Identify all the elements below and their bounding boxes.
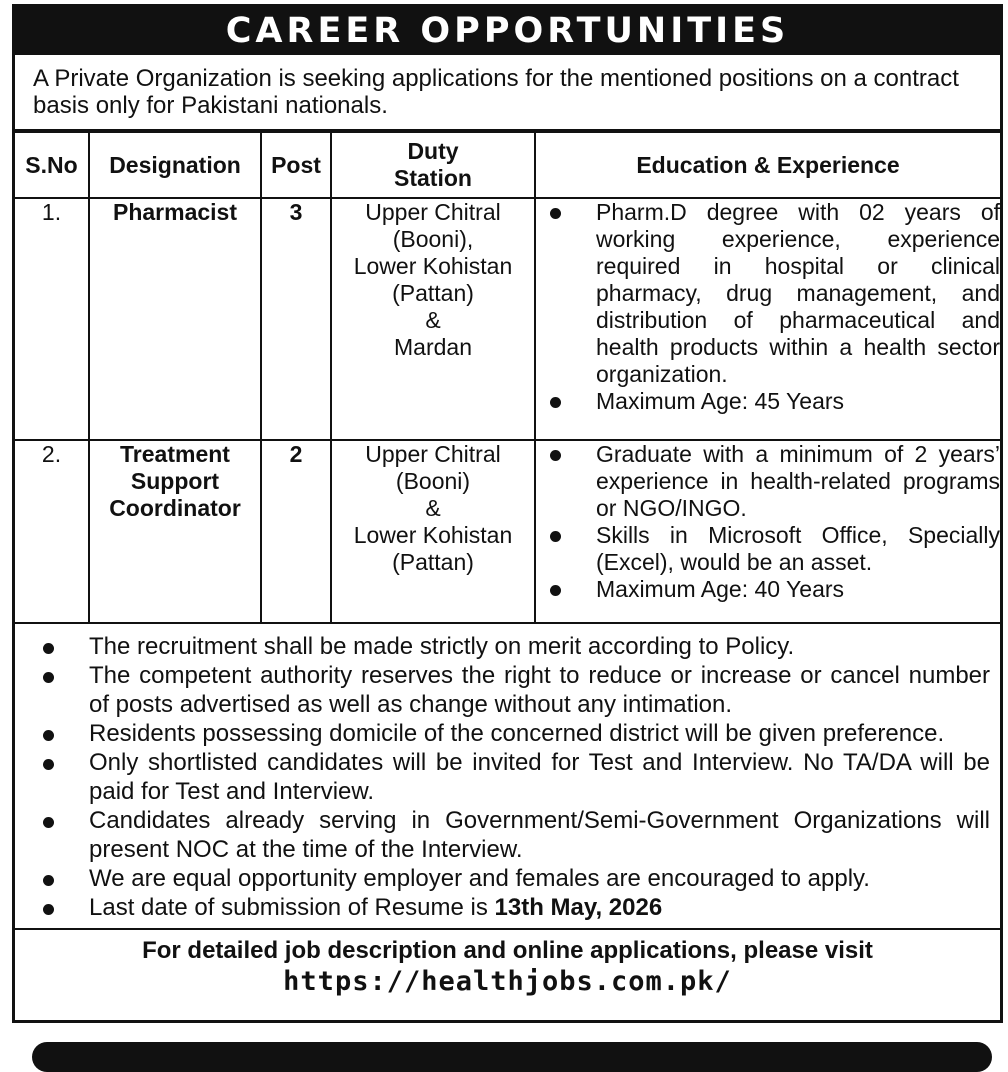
designation-line: Treatment	[120, 441, 230, 467]
condition-item	[27, 719, 990, 748]
bullet-icon	[550, 585, 561, 596]
education-text: Graduate with a minimum of 2 years’ experience in health-related programs or NGO/INGO.	[596, 441, 1000, 521]
col-header-education: Education & Experience	[535, 132, 1000, 198]
bullet-icon	[43, 904, 54, 915]
duty-station-line: (Booni)	[395, 468, 471, 494]
positions-table	[15, 131, 1000, 624]
page-title: CAREER OPPORTUNITIES	[15, 7, 1000, 55]
bullet-icon	[43, 817, 54, 828]
bottom-decorative-bar	[32, 1042, 992, 1072]
duty-station-line: (Booni),	[392, 226, 474, 252]
table-header-row	[15, 132, 1000, 198]
bullet-icon	[550, 531, 561, 542]
row-post-count: 3	[261, 198, 331, 440]
education-list	[536, 441, 1000, 603]
row-sno: 1.	[15, 198, 89, 440]
conditions-list	[27, 632, 990, 922]
designation-line: Support	[130, 468, 220, 494]
bullet-icon	[550, 397, 561, 408]
duty-station-line: &	[425, 307, 441, 333]
education-text: Pharm.D degree with 02 years of working experience, experience required in hospital or clinical pharmacy, drug management, and distribution of pharmaceutical and health products within a health sector organization.	[596, 199, 1000, 387]
deadline-item	[27, 893, 990, 922]
condition-item	[27, 632, 990, 661]
footer-text: For detailed job description and online applications, please visit	[142, 937, 873, 964]
designation-line: Coordinator	[109, 495, 241, 521]
bullet-icon	[43, 875, 54, 886]
bullet-icon	[43, 759, 54, 770]
condition-item	[27, 806, 990, 864]
education-item	[536, 522, 1000, 576]
row-designation	[89, 440, 261, 623]
row-education	[535, 198, 1000, 440]
duty-station-line: (Pattan)	[392, 549, 474, 575]
condition-text: Candidates already serving in Government/Semi-Government Organizations will present NOC at the time of the Interview.	[89, 807, 990, 863]
table-row	[15, 198, 1000, 440]
duty-station-line: Lower Kohistan	[353, 522, 513, 548]
education-item	[536, 576, 1000, 603]
designation-line: Pharmacist	[112, 199, 237, 225]
col-header-sno: S.No	[15, 132, 89, 198]
deadline-text: Last date of submission of Resume is	[89, 894, 495, 921]
deadline-date: 13th May, 2026	[494, 894, 663, 921]
row-post-count: 2	[261, 440, 331, 623]
conditions-section	[15, 624, 1000, 930]
condition-text: Only shortlisted candidates will be invited for Test and Interview. No TA/DA will be paid for Test and Interview.	[89, 749, 990, 805]
education-item	[536, 199, 1000, 388]
website-link[interactable]: https://healthjobs.com.pk/	[283, 966, 732, 997]
duty-station-line: Mardan	[394, 334, 472, 360]
duty-header-line: Duty	[407, 138, 459, 164]
duty-header-line: Station	[394, 165, 472, 191]
col-header-post: Post	[261, 132, 331, 198]
education-list	[536, 199, 1000, 415]
job-advertisement	[12, 4, 1003, 1023]
intro-paragraph: A Private Organization is seeking applications for the mentioned positions on a contract basis only for Pakistani nationals.	[15, 55, 1000, 131]
condition-text: We are equal opportunity employer and females are encouraged to apply.	[89, 865, 870, 892]
education-item	[536, 441, 1000, 522]
duty-station-line: Upper Chitral	[365, 199, 501, 225]
col-header-designation: Designation	[89, 132, 261, 198]
row-designation	[89, 198, 261, 440]
condition-item	[27, 864, 990, 893]
row-duty-station	[331, 440, 535, 623]
bullet-icon	[550, 450, 561, 461]
table-row	[15, 440, 1000, 623]
duty-station-line: (Pattan)	[392, 280, 474, 306]
education-text: Maximum Age: 45 Years	[596, 388, 845, 414]
condition-item	[27, 661, 990, 719]
row-education	[535, 440, 1000, 623]
education-text: Skills in Microsoft Office, Specially (Excel), would be an asset.	[596, 522, 1000, 575]
condition-text: The recruitment shall be made strictly on merit according to Policy.	[89, 633, 795, 660]
col-header-duty-station	[331, 132, 535, 198]
row-sno: 2.	[15, 440, 89, 623]
condition-text: The competent authority reserves the right to reduce or increase or cancel number of posts advertised as well as change without any intimation.	[89, 662, 990, 718]
bullet-icon	[43, 672, 54, 683]
education-item	[536, 388, 1000, 415]
footer	[15, 930, 1000, 998]
bullet-icon	[43, 730, 54, 741]
duty-station-line: Upper Chitral	[365, 441, 501, 467]
duty-station-line: Lower Kohistan	[353, 253, 513, 279]
duty-station-line: &	[425, 495, 441, 521]
row-duty-station	[331, 198, 535, 440]
condition-item	[27, 748, 990, 806]
condition-text: Residents possessing domicile of the concerned district will be given preference.	[89, 720, 945, 747]
education-text: Maximum Age: 40 Years	[596, 576, 845, 602]
bullet-icon	[43, 643, 54, 654]
bullet-icon	[550, 208, 561, 219]
